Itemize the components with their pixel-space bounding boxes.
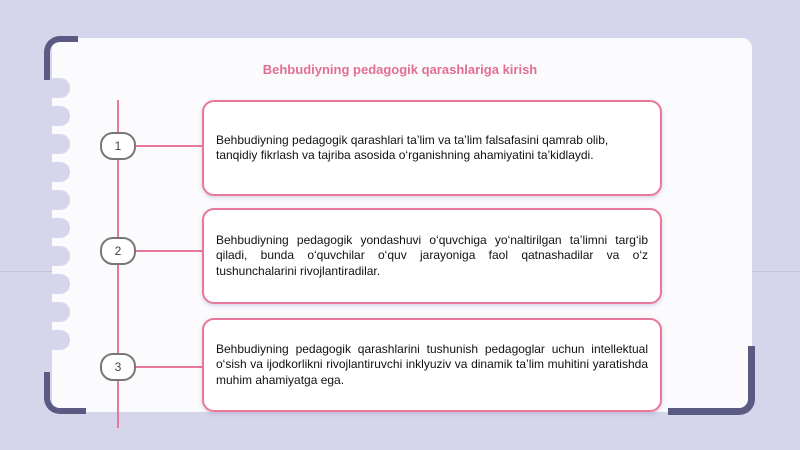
step-number-1: 1 (100, 132, 136, 160)
binder-hole (44, 78, 70, 98)
slide-title: Behbudiyning pedagogik qarashlariga kirish (262, 62, 538, 77)
step-number-2: 2 (100, 237, 136, 265)
timeline-connector (134, 366, 202, 368)
point-card-2 (202, 208, 662, 304)
binder-hole (44, 274, 70, 294)
frame-corner-top-left (44, 36, 78, 80)
binder-hole (44, 106, 70, 126)
frame-corner-bottom-right (668, 346, 755, 415)
binder-hole (44, 134, 70, 154)
point-text-2: Behbudiyning pedagogik yondashuvi o‘quvchiga yo‘naltirilgan ta’limni targ‘ib qiladi, bunda o‘quvchilar o‘quv jarayoniga faol qatnashadilar va o‘z tushunchalarini rivojlantiradilar. (216, 232, 648, 278)
point-text-3: Behbudiyning pedagogik qarashlarini tushunish pedagoglar uchun intellektual o‘sish va ijodkorlikni rivojlantiruvchi inklyuziv va dinamik ta’lim muhitini yaratishda muhim ahamiyatga ega. (216, 341, 648, 387)
binder-hole (44, 218, 70, 238)
binder-hole (44, 190, 70, 210)
frame-corner-bottom-left (44, 372, 86, 414)
point-text-1: Behbudiyning pedagogik qarashlari ta’lim va ta’lim falsafasini qamrab olib, tanqidiy fikrlash va tajriba asosida o‘rganishning ahamiyatini ta’kidlaydi. (216, 132, 609, 162)
binder-hole (44, 302, 70, 322)
step-number-3: 3 (100, 353, 136, 381)
binder-hole (44, 162, 70, 182)
timeline-connector (134, 145, 202, 147)
timeline-connector (134, 250, 202, 252)
binder-hole (44, 246, 70, 266)
point-card-3 (202, 318, 662, 412)
point-card-1 (202, 100, 662, 196)
binder-hole (44, 330, 70, 350)
